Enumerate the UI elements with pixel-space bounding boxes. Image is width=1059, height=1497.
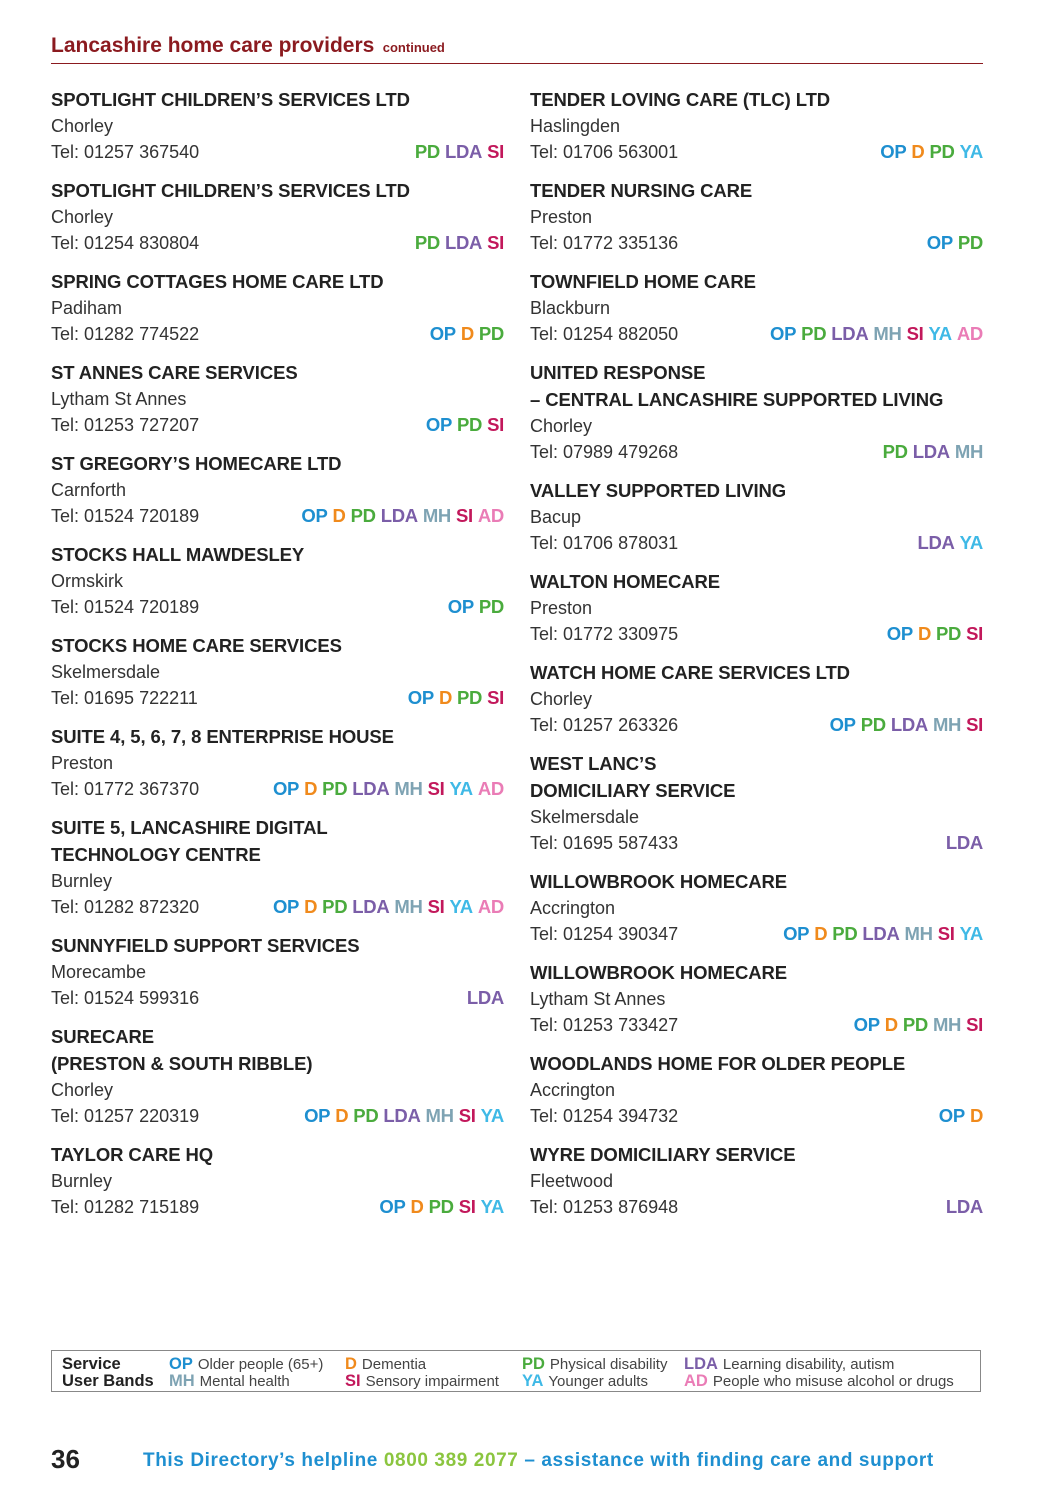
provider-tel-row: [51, 685, 504, 711]
legend-code: AD: [684, 1372, 708, 1390]
service-codes: [426, 412, 504, 438]
provider-name: UNITED RESPONSE: [530, 362, 706, 383]
provider-tel-row: [530, 830, 983, 856]
legend-code: OP: [169, 1355, 193, 1373]
service-code-pd: PD: [832, 923, 858, 944]
service-code-mh: MH: [422, 505, 451, 526]
service-codes: [273, 776, 504, 802]
helpline-text: [143, 1450, 934, 1472]
provider-entry: [51, 932, 504, 1011]
service-code-pd: PD: [353, 1105, 379, 1126]
service-code-pd: PD: [322, 896, 348, 917]
legend-item-pd: [522, 1356, 667, 1373]
service-code-op: OP: [301, 505, 328, 526]
service-code-d: D: [304, 778, 318, 799]
provider-entry: [51, 359, 504, 438]
provider-tel-row: [530, 621, 983, 647]
continued-label: continued: [382, 40, 445, 55]
legend-label: Younger adults: [548, 1373, 648, 1390]
service-codes: [946, 830, 983, 856]
helpline-suffix: – assistance with finding care and support: [518, 1450, 934, 1471]
service-code-mh: MH: [904, 923, 933, 944]
provider-tel-row: [51, 985, 504, 1011]
provider-tel-row: [51, 321, 504, 347]
service-codes: [939, 1103, 983, 1129]
service-code-ad: AD: [477, 896, 504, 917]
service-codes: [830, 712, 983, 738]
provider-tel-row: [530, 1012, 983, 1038]
provider-tel: Tel: 01695 722211: [51, 688, 198, 708]
service-codes: [415, 139, 504, 165]
provider-name: TOWNFIELD HOME CARE: [530, 271, 756, 292]
service-codes: [448, 594, 504, 620]
service-code-op: OP: [272, 778, 300, 799]
provider-entry: [51, 632, 504, 711]
helpline-number: 0800 389 2077: [383, 1450, 519, 1471]
provider-name: SUITE 4, 5, 6, 7, 8 ENTERPRISE HOUSE: [51, 726, 394, 747]
provider-column-left: [51, 86, 504, 1232]
provider-entry: [530, 359, 983, 465]
legend-label: Physical disability: [549, 1356, 668, 1373]
service-code-mh: MH: [873, 323, 902, 344]
provider-name: SURECARE: [51, 1026, 155, 1047]
provider-name: WALTON HOMECARE: [530, 571, 721, 592]
provider-town: Accrington: [530, 1080, 616, 1100]
provider-tel-row: [530, 712, 983, 738]
provider-town: Lytham St Annes: [530, 989, 666, 1009]
provider-entry: [530, 268, 983, 347]
service-code-op: OP: [304, 1105, 331, 1126]
service-code-ya: YA: [449, 896, 473, 917]
provider-name: STOCKS HALL MAWDESLEY: [51, 544, 305, 565]
provider-tel: Tel: 01524 599316: [51, 988, 200, 1008]
provider-entry: [51, 177, 504, 256]
service-codes: [273, 894, 504, 920]
service-codes: [304, 1103, 504, 1129]
service-code-op: OP: [407, 687, 434, 708]
provider-tel-row: [530, 1103, 983, 1129]
provider-column-right: [530, 86, 983, 1232]
provider-entry: [51, 814, 504, 920]
service-code-lda: LDA: [917, 532, 955, 553]
service-code-lda: LDA: [945, 1196, 983, 1217]
service-code-pd: PD: [957, 232, 983, 253]
service-code-op: OP: [379, 1196, 406, 1217]
legend-label: Older people (65+): [197, 1356, 324, 1373]
service-code-pd: PD: [457, 414, 483, 435]
helpline-prefix: This Directory’s helpline: [143, 1450, 384, 1471]
legend-heading-line2: User Bands: [62, 1372, 154, 1390]
provider-name: – CENTRAL LANCASHIRE SUPPORTED LIVING: [530, 389, 944, 410]
service-code-pd: PD: [936, 623, 962, 644]
service-code-lda: LDA: [352, 778, 390, 799]
service-codes: [301, 503, 504, 529]
service-code-pd: PD: [322, 778, 348, 799]
service-code-mh: MH: [932, 714, 962, 735]
provider-name: ST ANNES CARE SERVICES: [51, 362, 298, 383]
provider-town: Lytham St Annes: [51, 389, 187, 409]
provider-tel-row: [530, 439, 983, 465]
provider-town: Fleetwood: [530, 1171, 614, 1191]
provider-town: Preston: [51, 753, 114, 773]
provider-tel: Tel: 01253 733427: [530, 1015, 679, 1035]
provider-tel: Tel: 01524 720189: [51, 506, 200, 526]
service-code-pd: PD: [414, 141, 440, 162]
provider-entry: [530, 177, 983, 256]
service-code-si: SI: [427, 896, 445, 917]
page-title: Lancashire home care providers: [51, 34, 375, 57]
provider-town: Chorley: [51, 1080, 114, 1100]
provider-town: Haslingden: [530, 116, 621, 136]
service-code-d: D: [814, 923, 828, 944]
provider-tel-row: [530, 321, 983, 347]
provider-tel: Tel: 01706 563001: [530, 142, 679, 162]
provider-name: WOODLANDS HOME FOR OLDER PEOPLE: [530, 1053, 906, 1074]
provider-name: WATCH HOME CARE SERVICES LTD: [530, 662, 850, 683]
provider-town: Chorley: [530, 416, 593, 436]
provider-entry: [51, 450, 504, 529]
service-code-si: SI: [455, 505, 473, 526]
service-code-ad: AD: [477, 505, 504, 526]
provider-entry: [530, 477, 983, 556]
legend-label: Sensory impairment: [365, 1373, 499, 1390]
service-code-lda: LDA: [466, 987, 504, 1008]
service-code-op: OP: [880, 141, 907, 162]
legend-label: Learning disability, autism: [722, 1356, 895, 1373]
service-code-si: SI: [487, 141, 504, 162]
service-code-op: OP: [829, 714, 856, 735]
provider-tel-row: [530, 139, 983, 165]
service-code-op: OP: [447, 596, 474, 617]
service-code-si: SI: [906, 323, 924, 344]
provider-name: TENDER NURSING CARE: [530, 180, 753, 201]
service-code-si: SI: [487, 414, 504, 435]
service-code-mh: MH: [954, 441, 983, 462]
service-code-pd: PD: [860, 714, 886, 735]
provider-tel-row: [51, 1194, 504, 1220]
service-code-pd: PD: [929, 141, 955, 162]
provider-entry: [530, 750, 983, 856]
service-code-op: OP: [926, 232, 953, 253]
service-code-si: SI: [487, 687, 504, 708]
provider-town: Morecambe: [51, 962, 147, 982]
provider-entry: [51, 723, 504, 802]
legend-item-ad: [684, 1373, 954, 1390]
service-code-lda: LDA: [380, 505, 418, 526]
provider-town: Blackburn: [530, 298, 611, 318]
legend-label: People who misuse alcohol or drugs: [712, 1373, 954, 1390]
service-code-pd: PD: [457, 687, 483, 708]
legend-item-d: [345, 1356, 426, 1373]
service-codes: [854, 1012, 983, 1038]
provider-tel: Tel: 01282 715189: [51, 1197, 200, 1217]
provider-entry: [530, 959, 983, 1038]
provider-name: WILLOWBROOK HOMECARE: [530, 962, 787, 983]
provider-entry: [51, 268, 504, 347]
provider-tel: Tel: 01253 876948: [530, 1197, 679, 1217]
provider-town: Padiham: [51, 298, 123, 318]
service-code-si: SI: [458, 1196, 476, 1217]
service-code-ya: YA: [480, 1196, 504, 1217]
service-code-ya: YA: [480, 1105, 504, 1126]
service-code-ad: AD: [477, 778, 504, 799]
provider-town: Preston: [530, 207, 593, 227]
service-code-lda: LDA: [383, 1105, 421, 1126]
service-code-d: D: [911, 141, 925, 162]
provider-entry: [530, 1050, 983, 1129]
service-code-op: OP: [429, 323, 456, 344]
page-footer: [51, 1444, 983, 1480]
service-codes: [917, 530, 983, 556]
provider-entry: [530, 659, 983, 738]
service-code-d: D: [304, 896, 318, 917]
provider-tel: Tel: 01695 587433: [530, 833, 679, 853]
provider-tel: Tel: 01257 220319: [51, 1106, 200, 1126]
provider-entry: [530, 86, 983, 165]
provider-town: Bacup: [530, 507, 582, 527]
provider-town: Accrington: [530, 898, 616, 918]
service-code-si: SI: [966, 1014, 983, 1035]
provider-name: WEST LANC’S: [530, 753, 657, 774]
provider-tel: Tel: 01254 394732: [530, 1106, 679, 1126]
provider-town: Ormskirk: [51, 571, 123, 591]
service-codes: [770, 321, 983, 347]
provider-tel: Tel: 01772 367370: [51, 779, 200, 799]
service-code-pd: PD: [478, 323, 504, 344]
legend-item-mh: [169, 1373, 290, 1390]
service-code-d: D: [884, 1014, 898, 1035]
provider-entry: [530, 868, 983, 947]
service-code-op: OP: [783, 923, 810, 944]
provider-tel: Tel: 01706 878031: [530, 533, 679, 553]
service-codes: [467, 985, 504, 1011]
service-code-op: OP: [770, 323, 797, 344]
legend-heading-line1: Service: [62, 1355, 121, 1373]
legend-code: MH: [169, 1372, 195, 1390]
provider-town: Preston: [530, 598, 593, 618]
service-code-ad: AD: [956, 323, 983, 344]
provider-tel-row: [530, 230, 983, 256]
page-number: 36: [51, 1444, 80, 1474]
provider-tel: Tel: 01254 882050: [530, 324, 679, 344]
legend-code: YA: [522, 1372, 544, 1390]
provider-entry: [51, 541, 504, 620]
service-code-d: D: [335, 1105, 349, 1126]
provider-tel-row: [530, 1194, 983, 1220]
legend-heading: [62, 1356, 154, 1390]
provider-tel: Tel: 01524 720189: [51, 597, 200, 617]
service-code-si: SI: [966, 714, 983, 735]
provider-tel-row: [51, 894, 504, 920]
service-code-ya: YA: [959, 141, 983, 162]
provider-name: SPRING COTTAGES HOME CARE LTD: [51, 271, 384, 292]
provider-tel: Tel: 01772 330975: [530, 624, 679, 644]
provider-name: DOMICILIARY SERVICE: [530, 780, 736, 801]
service-code-ya: YA: [928, 323, 952, 344]
provider-name: TAYLOR CARE HQ: [51, 1144, 214, 1165]
service-code-mh: MH: [425, 1105, 454, 1126]
provider-tel: Tel: 01254 830804: [51, 233, 200, 253]
service-code-op: OP: [425, 414, 452, 435]
provider-tel: Tel: 01257 367540: [51, 142, 200, 162]
service-codes: [408, 685, 504, 711]
provider-town: Carnforth: [51, 480, 127, 500]
service-code-pd: PD: [478, 596, 504, 617]
service-codes: [887, 621, 983, 647]
service-code-si: SI: [427, 778, 445, 799]
provider-tel-row: [530, 530, 983, 556]
legend-code: D: [345, 1355, 357, 1373]
service-code-op: OP: [272, 896, 300, 917]
service-code-d: D: [332, 505, 346, 526]
provider-tel-row: [51, 139, 504, 165]
service-codes: [880, 139, 983, 165]
service-code-si: SI: [937, 923, 955, 944]
provider-tel-row: [51, 776, 504, 802]
service-code-lda: LDA: [945, 832, 983, 853]
provider-town: Chorley: [530, 689, 593, 709]
provider-tel: Tel: 01772 335136: [530, 233, 679, 253]
service-code-si: SI: [487, 232, 504, 253]
service-code-lda: LDA: [912, 441, 950, 462]
provider-name: WILLOWBROOK HOMECARE: [530, 871, 787, 892]
provider-entry: [51, 1141, 504, 1220]
service-code-d: D: [438, 687, 452, 708]
provider-town: Skelmersdale: [530, 807, 640, 827]
provider-entry: [51, 86, 504, 165]
provider-town: Burnley: [51, 871, 113, 891]
provider-town: Chorley: [51, 116, 114, 136]
service-code-op: OP: [853, 1014, 880, 1035]
provider-name: SUNNYFIELD SUPPORT SERVICES: [51, 935, 360, 956]
service-code-d: D: [969, 1105, 983, 1126]
service-code-mh: MH: [394, 896, 423, 917]
legend-item-op: [169, 1356, 323, 1373]
service-code-op: OP: [886, 623, 913, 644]
provider-entry: [530, 1141, 983, 1220]
legend-code: PD: [522, 1355, 545, 1373]
service-code-pd: PD: [801, 323, 827, 344]
legend-code: SI: [345, 1372, 361, 1390]
service-codes: [379, 1194, 504, 1220]
provider-town: Skelmersdale: [51, 662, 161, 682]
legend-label: Dementia: [361, 1356, 427, 1373]
service-code-ya: YA: [959, 923, 983, 944]
service-codes: [883, 439, 983, 465]
legend-item-lda: [684, 1356, 894, 1373]
provider-town: Burnley: [51, 1171, 113, 1191]
service-codes: [430, 321, 504, 347]
service-code-si: SI: [966, 623, 983, 644]
service-code-lda: LDA: [831, 323, 869, 344]
service-codes: [415, 230, 504, 256]
provider-name: STOCKS HOME CARE SERVICES: [51, 635, 342, 656]
provider-name: SUITE 5, LANCASHIRE DIGITAL: [51, 817, 328, 838]
service-code-d: D: [460, 323, 474, 344]
service-code-mh: MH: [932, 1014, 962, 1035]
provider-tel: Tel: 01257 263326: [530, 715, 679, 735]
provider-tel: Tel: 01254 390347: [530, 924, 679, 944]
page-header: [51, 34, 983, 64]
provider-tel-row: [51, 1103, 504, 1129]
service-code-lda: LDA: [862, 923, 900, 944]
provider-name: WYRE DOMICILIARY SERVICE: [530, 1144, 796, 1165]
provider-tel: Tel: 07989 479268: [530, 442, 679, 462]
service-code-d: D: [410, 1196, 424, 1217]
service-code-ya: YA: [449, 778, 473, 799]
provider-tel: Tel: 01282 774522: [51, 324, 200, 344]
provider-tel-row: [51, 230, 504, 256]
provider-name: SPOTLIGHT CHILDREN’S SERVICES LTD: [51, 180, 410, 201]
provider-entry: [51, 1023, 504, 1129]
provider-tel-row: [530, 921, 983, 947]
service-code-lda: LDA: [444, 141, 483, 162]
provider-name: TENDER LOVING CARE (TLC) LTD: [530, 89, 831, 110]
service-codes: [783, 921, 983, 947]
service-code-ya: YA: [959, 532, 983, 553]
provider-name: SPOTLIGHT CHILDREN’S SERVICES LTD: [51, 89, 410, 110]
service-code-lda: LDA: [352, 896, 390, 917]
service-code-lda: LDA: [444, 232, 483, 253]
service-code-pd: PD: [882, 441, 908, 462]
provider-name: VALLEY SUPPORTED LIVING: [530, 480, 787, 501]
service-code-lda: LDA: [890, 714, 928, 735]
provider-entry: [530, 568, 983, 647]
service-user-bands-legend: [51, 1350, 981, 1392]
provider-tel-row: [51, 412, 504, 438]
provider-tel-row: [51, 594, 504, 620]
provider-town: Chorley: [51, 207, 114, 227]
provider-tel: Tel: 01253 727207: [51, 415, 200, 435]
service-code-pd: PD: [350, 505, 376, 526]
service-code-op: OP: [938, 1105, 965, 1126]
service-code-pd: PD: [414, 232, 440, 253]
legend-item-ya: [522, 1373, 648, 1390]
service-code-mh: MH: [394, 778, 423, 799]
provider-name: ST GREGORY’S HOMECARE LTD: [51, 453, 342, 474]
provider-tel-row: [51, 503, 504, 529]
provider-name: (PRESTON & SOUTH RIBBLE): [51, 1053, 313, 1074]
legend-item-si: [345, 1373, 499, 1390]
service-code-pd: PD: [902, 1014, 928, 1035]
legend-label: Mental health: [199, 1373, 290, 1390]
service-code-d: D: [917, 623, 931, 644]
provider-name: TECHNOLOGY CENTRE: [51, 844, 261, 865]
provider-tel: Tel: 01282 872320: [51, 897, 200, 917]
service-codes: [927, 230, 983, 256]
service-codes: [946, 1194, 983, 1220]
service-code-si: SI: [458, 1105, 476, 1126]
service-code-pd: PD: [428, 1196, 454, 1217]
legend-code: LDA: [684, 1355, 718, 1373]
